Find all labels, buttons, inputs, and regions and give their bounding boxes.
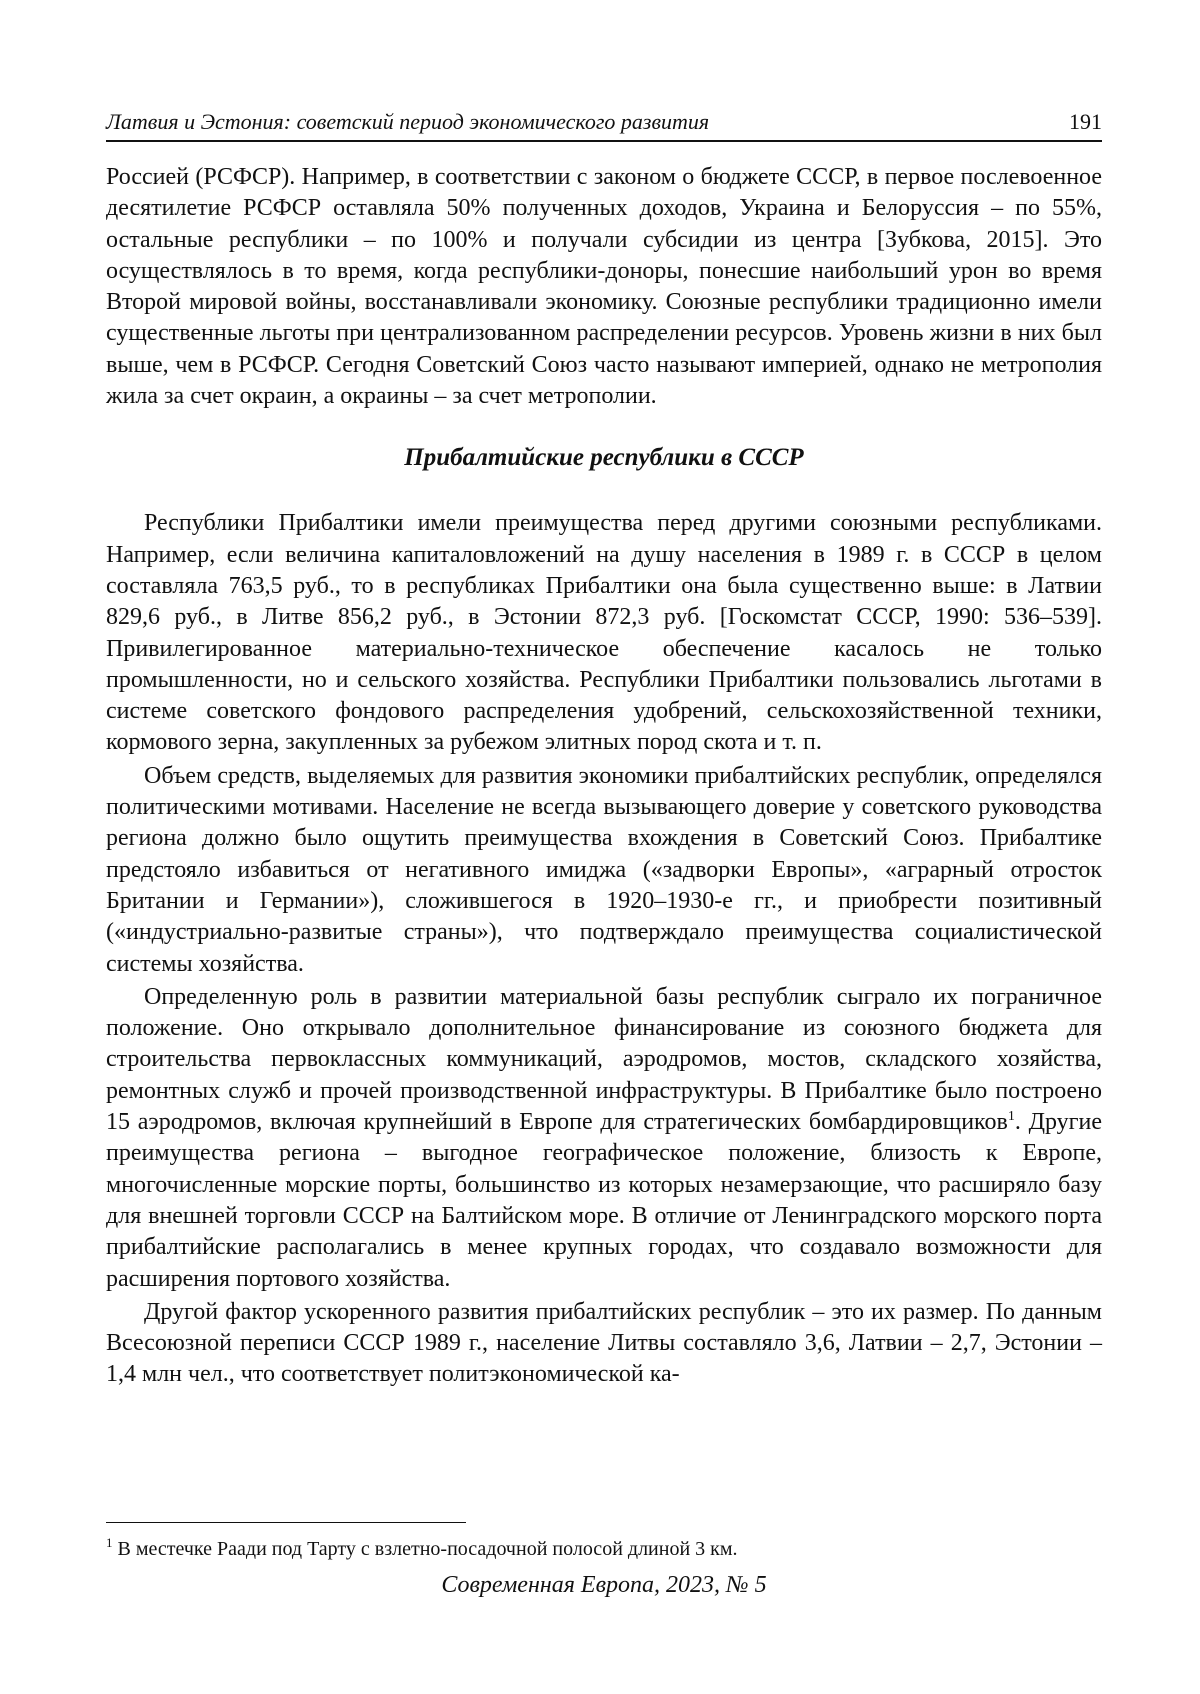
footnote-divider xyxy=(106,1522,466,1523)
running-header-title: Латвия и Эстония: советский период экономического развития xyxy=(106,109,710,134)
footnote-reference[interactable]: 1 xyxy=(1007,1109,1015,1125)
paragraph-continued: Россией (РСФСР). Например, в соответствии с законом о бюджете СССР, в первое послевоенное десятилетие РСФСР оставляла 50% полученных доходов, Украина и Белоруссия – по 55%, остальные республики – по 100% и получали субсидии из центра [Зубкова, 2015]. Это осуществлялось в то время, когда республики-доноры, понесшие наибольший урон во время Второй мировой войны, восстанавливали экономику. Союзные республики традиционно имели существенные льготы при централизованном распределении ресурсов. Уровень жизни в них был выше, чем в РСФСР. Сегодня Советский Союз часто называют империей, однако не метрополия жила за счет окраин, а окраины – за счет метрополии. xyxy=(106,164,1102,410)
page-number: 191 xyxy=(1069,109,1102,134)
paragraph-text-after-footnote: . Другие преимущества региона – выгодное географическое положение, близость к Европе, многочисленные морские порты, большинство из которых незамерзающие, что расширяло базу для внешней торговли СССР на Балтийском море. В отличие от Ленинградского морского порта прибалтийские располагались в менее крупных городах, что создавало возможности для расширения портового хозяйства. xyxy=(106,1109,1102,1292)
paragraph: Республики Прибалтики имели преимущества перед другими союзными республиками. Например, если величина капиталовложений на душу населения в 1989 г. в СССР в целом составляла 763,5 руб., то в республиках Прибалтики она была существенно выше: в Латвии 829,6 руб., в Литве 856,2 руб., в Эстонии 872,3 руб. [Госкомстат СССР, 1990: 536–539]. Привилегированное материально-техническое обеспечение касалось не только промышленности, но и сельского хозяйства. Республики Прибалтики пользовались льготами в системе советского фондового распределения удобрений, сельскохозяйственной техники, кормового зерна, закупленных за рубежом элитных пород скота и т. п. xyxy=(106,510,1102,756)
section-heading: Прибалтийские республики в СССР xyxy=(404,444,804,472)
footnote-text: В местечке Раади под Тарту с взлетно-посадочной полосой длиной 3 км. xyxy=(117,1538,738,1560)
paragraph: Другой фактор ускоренного развития прибалтийских республик – это их размер. По данным Всесоюзной переписи СССР 1989 г., население Литвы составляло 3,6, Латвии – 2,7, Эстонии – 1,4 млн чел., что соответствует политэкономической ка- xyxy=(106,1298,1102,1388)
paragraph: Объем средств, выделяемых для развития экономики прибалтийских республик, определялся политическими мотивами. Население не всегда вызывающего доверие у советского руководства региона должно было ощутить преимущества вхождения в Советский Союз. Прибалтике предстояло избавиться от негативного имиджа («задворки Европы», «аграрный отросток Британии и Германии»), сложившегося в 1920–1930-е гг., и приобрести позитивный («индустриально-развитые страны»), что подтверждало преимущества социалистической системы хозяйства. xyxy=(106,762,1102,977)
footnote xyxy=(106,1536,1102,1562)
running-header xyxy=(106,104,1102,142)
paragraph-text-before-footnote: Определенную роль в развитии материальной базы республик сыграло их пограничное положение. Оно открывало дополнительное финансирование из союзного бюджета для строительства первоклассных коммуникаций, аэродромов, мостов, складского хозяйства, ремонтных служб и прочей производственной инфраструктуры. В Прибалтике было построено 15 аэродромов, включая крупнейший в Европе для стратегических бомбардировщиков xyxy=(106,983,1102,1136)
journal-footer: Современная Европа, 2023, № 5 xyxy=(441,1572,767,1598)
footnote-number: 1 xyxy=(106,1535,113,1550)
body-text xyxy=(106,162,1102,1391)
paragraph-with-footnote xyxy=(106,982,1102,1295)
